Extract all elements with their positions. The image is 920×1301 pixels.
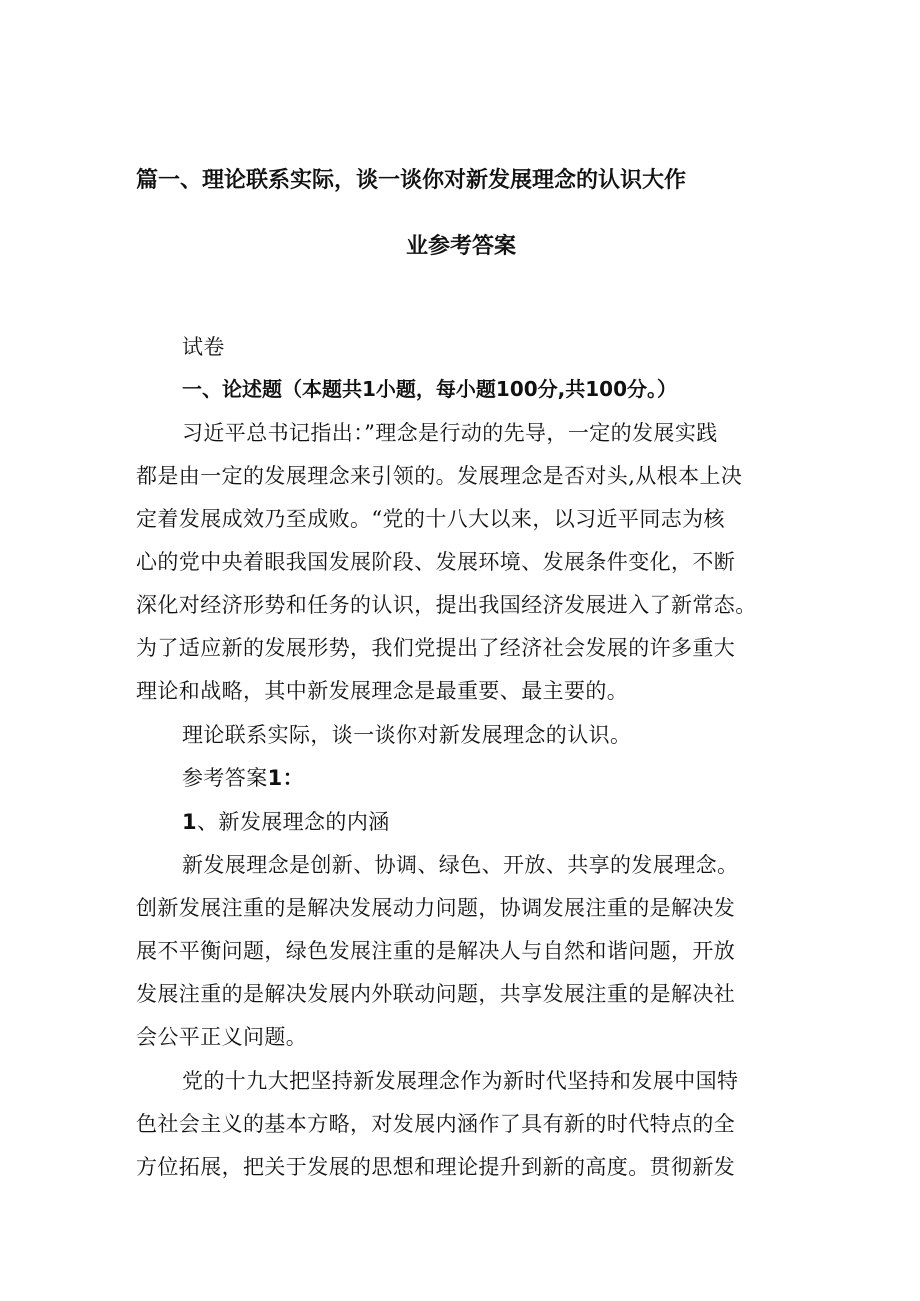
paragraph-line: 发展注重的是解决发展内外联动问题，共享发展注重的是解决社 (136, 982, 736, 1006)
paragraph-line: 方位拓展，把关于发展的思想和理论提升到新的高度。贯彻新发 (136, 1155, 736, 1179)
paragraph-line: 色社会主义的基本方略，对发展内涵作了具有新的时代特点的全 (136, 1112, 736, 1136)
question-line: 习近平总书记指出：”理念是行动的先导，一定的发展实践 (182, 421, 718, 445)
paragraph-line: 展不平衡问题，绿色发展注重的是解决人与自然和谐问题，开放 (136, 939, 736, 963)
answer-subheading-number: 1 (182, 810, 198, 834)
paragraph-line: 党的十九大把坚持新发展理念作为新时代坚持和发展中国特 (182, 1069, 739, 1093)
paragraph-line: 创新发展注重的是解决发展动力问题，协调发展注重的是解决发 (136, 896, 736, 920)
paragraph-line: 新发展理念是创新、协调、绿色、开放、共享的发展理念。 (182, 853, 739, 877)
question-heading: 一、论述题（本题共1小题，每小题100分,共100分。） (182, 377, 678, 401)
answer-label (182, 763, 832, 793)
question-line: 理论和战略，其中新发展理念是最重要、最主要的。 (136, 679, 629, 703)
paragraph-line: 会公平正义问题。 (136, 1025, 308, 1049)
question-line: 心的党中央着眼我国发展阶段、发展环境、发展条件变化，不断 (136, 550, 736, 574)
question-line: 都是由一定的发展理念来引领的。发展理念是否对头,从根本上决 (136, 464, 743, 488)
answer-label-text: 参考答案 (182, 766, 268, 790)
question-line: 定着发展成效乃至成败。“党的十八大以来，以习近平同志为核 (136, 507, 725, 531)
answer-subheading (182, 807, 832, 837)
answer-subheading-text: 、新发展理念的内涵 (197, 810, 390, 834)
question-line: 深化对经济形势和任务的认识，提出我国经济发展进入了新常态。 (136, 593, 757, 617)
question-line: 为了适应新的发展形势，我们党提出了经济社会发展的许多重大 (136, 636, 736, 660)
section-label: 试卷 (182, 335, 225, 359)
document-title-line-1: 篇一、理论联系实际，谈一谈你对新发展理念的认识大作 (136, 168, 687, 193)
answer-label-number: 1： (267, 766, 305, 790)
document-title-line-2: 业参考答案 (405, 234, 516, 259)
question-prompt: 理论联系实际，谈一谈你对新发展理念的认识。 (182, 723, 632, 747)
